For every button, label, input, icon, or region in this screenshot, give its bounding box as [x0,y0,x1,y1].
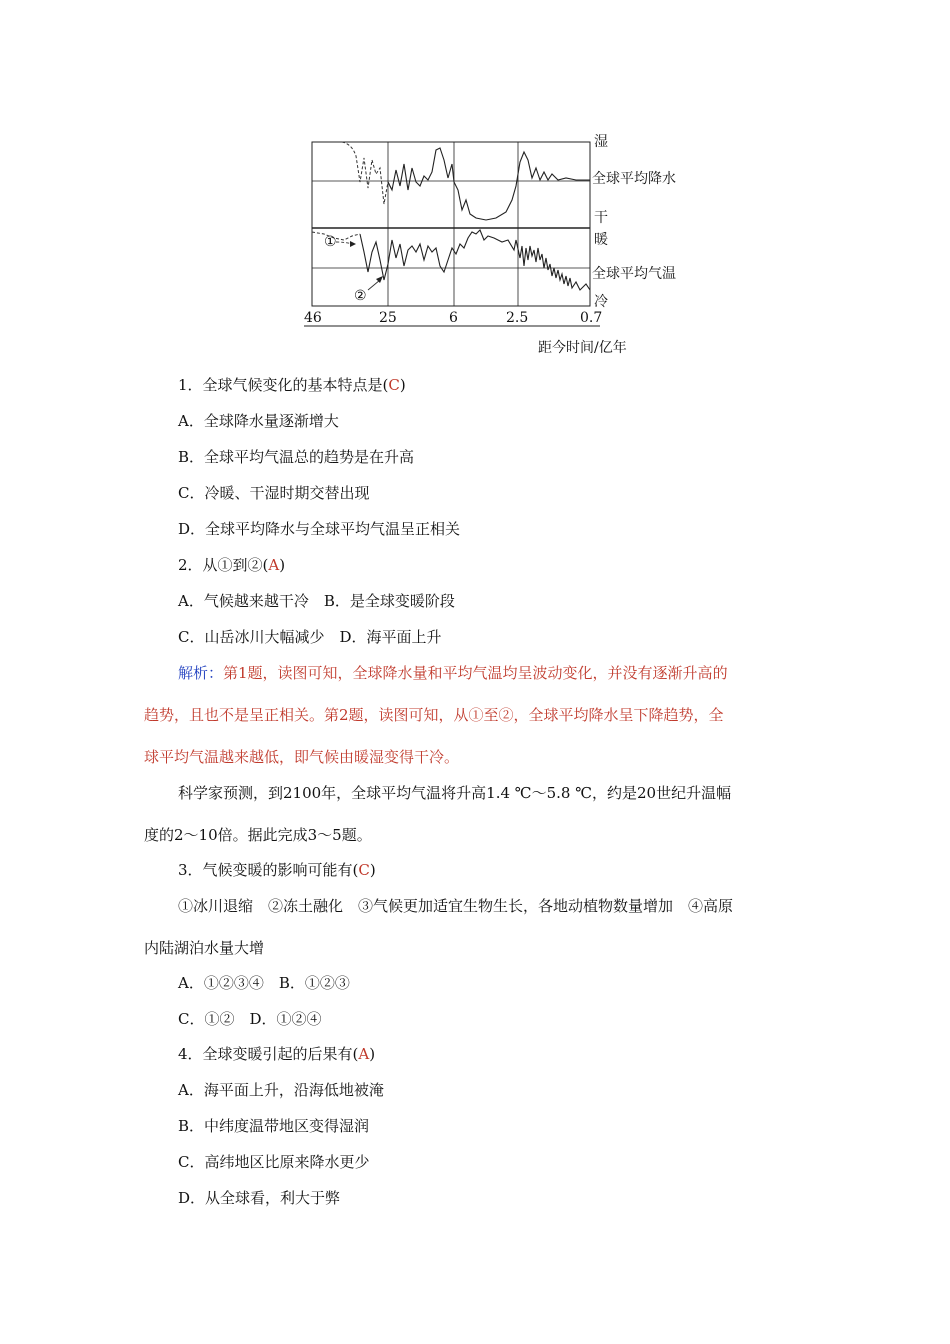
x-tick-2-5: 2.5 [506,310,529,326]
precip-curve-dashed [342,142,392,204]
analysis-text-1: 第1题，读图可知，全球降水量和平均气温均呈波动变化，并没有逐渐升高的 [223,664,728,682]
q3-options-line2: C．①② D．①②④ [178,1010,322,1028]
q1-close: ) [399,376,406,394]
marker-1: ① [324,234,337,250]
climate-change-figure [290,120,710,360]
marker-2: ② [354,288,367,304]
analysis-line1 [178,663,950,683]
q2-answer: A [268,556,280,574]
q3-options-line1: A．①②③④ B．①②③ [178,974,350,992]
q3-stem-text: 3．气候变暖的影响可能有( [178,861,359,879]
q4-option-d: D．从全球看，利大于弊 [178,1189,341,1207]
q1-option-a: A．全球降水量逐渐增大 [178,412,339,430]
q4-close: ) [369,1045,376,1063]
q4-answer: A [358,1045,370,1063]
marker-2-leader [368,280,380,290]
q2-stem-text: 2．从①到②( [178,556,269,574]
q4-stem-text: 4．全球变暖引起的后果有( [178,1045,359,1063]
x-axis-label: 距今时间/亿年 [538,340,627,356]
label-global-temp: 全球平均气温 [592,266,676,282]
x-tick-6: 6 [449,310,458,326]
q1-answer: C [388,376,400,394]
q2-close: ) [279,556,286,574]
q3-answer: C [358,861,370,879]
q4-stem [178,1044,950,1064]
q3-stem [178,860,950,880]
q1-option-d: D．全球平均降水与全球平均气温呈正相关 [178,520,461,538]
x-tick-0-7: 0.7 [580,310,603,326]
x-tick-25: 25 [379,310,397,326]
q2-options-line1: A．气候越来越干冷 B．是全球变暖阶段 [178,592,455,610]
passage-line1: 科学家预测，到2100年，全球平均气温将升高1.4 ℃～5.8 ℃，约是20世纪升温幅 [178,784,732,802]
x-tick-46: 46 [304,310,322,326]
q4-option-a: A．海平面上升，沿海低地被淹 [178,1081,384,1099]
label-dry: 干 [594,210,608,226]
label-wet: 湿 [594,134,608,150]
label-cold: 冷 [594,294,608,310]
q4-option-b: B．中纬度温带地区变得湿润 [178,1117,370,1135]
q3-items-line2: 内陆湖泊水量大增 [144,939,265,957]
q1-option-b: B．全球平均气温总的趋势是在升高 [178,448,415,466]
q1-stem [178,375,950,395]
passage-line2: 度的2～10倍。据此完成3～5题。 [144,826,372,844]
marker-1-arrow [350,241,356,247]
label-global-precip: 全球平均降水 [592,171,676,187]
marker-1-leader [336,242,352,244]
climate-chart-svg [290,120,710,360]
q1-stem-text: 1．全球气候变化的基本特点是( [178,376,389,394]
q3-items-line1: ①冰川退缩 ②冻土融化 ③气候更加适宜生物生长，各地动植物数量增加 ④高原 [178,897,734,915]
q4-option-c: C．高纬地区比原来降水更少 [178,1153,370,1171]
q2-options-line2: C．山岳冰川大幅减少 D．海平面上升 [178,628,442,646]
temp-curve [360,230,590,290]
q2-stem [178,555,950,575]
analysis-label: 解析： [178,664,224,682]
precip-curve [388,148,590,220]
q3-close: ) [369,861,376,879]
q1-option-c: C．冷暖、干湿时期交替出现 [178,484,370,502]
analysis-line2: 趋势，且也不是呈正相关。第2题，读图可知，从①至②，全球平均降水呈下降趋势，全 [144,706,724,724]
analysis-line3: 球平均气温越来越低，即气候由暖湿变得干冷。 [144,748,460,766]
label-warm: 暖 [594,232,608,248]
